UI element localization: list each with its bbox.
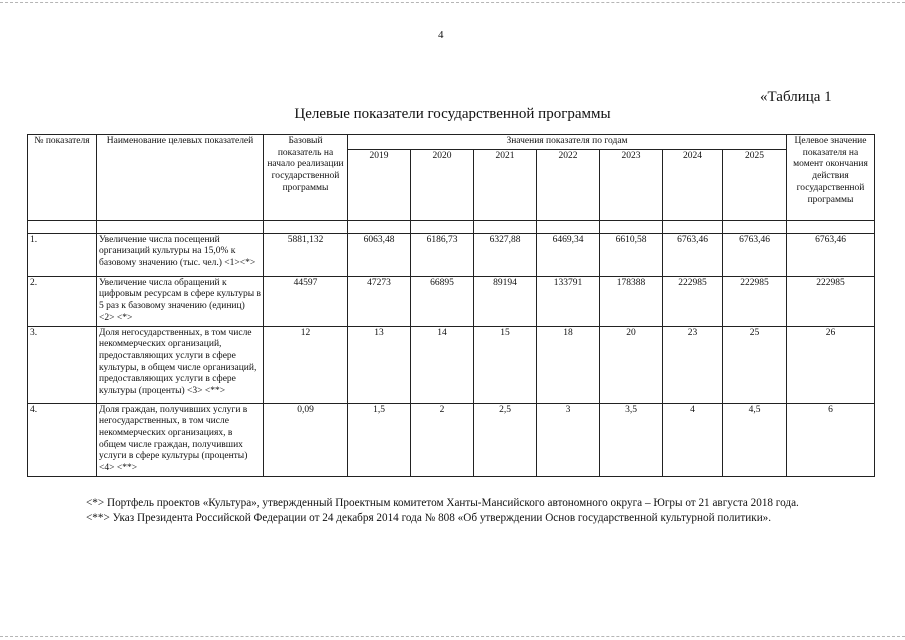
row-year-value: 13	[348, 326, 411, 403]
row-name: Увеличение числа обращений к цифровым ресурсам в сфере культуры в 5 раз к базовому значению (единиц) <2> <*>	[97, 276, 264, 326]
table-row	[28, 326, 875, 403]
row-base: 44597	[264, 276, 348, 326]
footnote: <**> Указ Президента Российской Федерации от 24 декабря 2014 года № 808 «Об утверждении Основ государственной культурной политики».	[86, 512, 772, 525]
row-year-value: 6763,46	[663, 233, 723, 276]
row-num: 4.	[28, 403, 97, 476]
header-year: 2024	[663, 149, 723, 220]
column-number	[97, 220, 264, 233]
header-base: Базовый показатель на начало реализации государственной программы	[264, 135, 348, 221]
row-year-value: 6327,88	[474, 233, 537, 276]
header-num: № показателя	[28, 135, 97, 221]
header-year: 2020	[411, 149, 474, 220]
header-year: 2021	[474, 149, 537, 220]
footnotes	[56, 496, 831, 527]
row-year-value: 3,5	[600, 403, 663, 476]
table-row	[28, 233, 875, 276]
row-year-value: 23	[663, 326, 723, 403]
header-year: 2025	[723, 149, 787, 220]
row-year-value: 6610,58	[600, 233, 663, 276]
row-name: Доля негосударственных, в том числе некоммерческих организаций, предоставляющих услуги в сфере культуры, в общем числе организаций, предоставляющих услуги в сфере культуры (проценты) <3> <**>	[97, 326, 264, 403]
row-year-value: 6469,34	[537, 233, 600, 276]
row-base: 0,09	[264, 403, 348, 476]
row-target: 6763,46	[787, 233, 875, 276]
row-base: 5881,132	[264, 233, 348, 276]
row-year-value: 18	[537, 326, 600, 403]
column-number	[600, 220, 663, 233]
column-number	[411, 220, 474, 233]
row-num: 3.	[28, 326, 97, 403]
row-year-value: 66895	[411, 276, 474, 326]
row-year-value: 1,5	[348, 403, 411, 476]
column-number	[723, 220, 787, 233]
page-number: 4	[438, 29, 444, 41]
row-year-value: 222985	[723, 276, 787, 326]
column-number	[537, 220, 600, 233]
row-year-value: 25	[723, 326, 787, 403]
row-year-value: 4	[663, 403, 723, 476]
indicators-table	[27, 134, 875, 477]
column-number	[264, 220, 348, 233]
table-row	[28, 403, 875, 476]
row-name: Доля граждан, получивших услуги в негосударственных, в том числе некоммерческих организациях, в общем числе граждан, получивших услуги в сфере культуры (проценты) <4> <**>	[97, 403, 264, 476]
row-target: 26	[787, 326, 875, 403]
row-year-value: 222985	[663, 276, 723, 326]
row-year-value: 47273	[348, 276, 411, 326]
column-number	[663, 220, 723, 233]
header-year: 2019	[348, 149, 411, 220]
row-year-value: 2,5	[474, 403, 537, 476]
row-year-value: 3	[537, 403, 600, 476]
column-numbers-row	[28, 220, 875, 233]
column-number	[787, 220, 875, 233]
table-label: «Таблица 1	[760, 89, 832, 105]
header-year: 2023	[600, 149, 663, 220]
header-row	[28, 135, 875, 150]
row-year-value: 20	[600, 326, 663, 403]
row-target: 222985	[787, 276, 875, 326]
row-year-value: 2	[411, 403, 474, 476]
column-number	[474, 220, 537, 233]
row-year-value: 6063,48	[348, 233, 411, 276]
row-base: 12	[264, 326, 348, 403]
table-row	[28, 276, 875, 326]
row-num: 1.	[28, 233, 97, 276]
column-number	[28, 220, 97, 233]
column-number	[348, 220, 411, 233]
header-target: Целевое значение показателя на момент окончания действия государственной программы	[787, 135, 875, 221]
row-target: 6	[787, 403, 875, 476]
row-year-value: 6763,46	[723, 233, 787, 276]
row-year-value: 89194	[474, 276, 537, 326]
row-year-value: 133791	[537, 276, 600, 326]
header-name: Наименование целевых показателей	[97, 135, 264, 221]
header-year: 2022	[537, 149, 600, 220]
scan-edge-top	[0, 2, 905, 3]
row-year-value: 15	[474, 326, 537, 403]
row-year-value: 178388	[600, 276, 663, 326]
footnote: <*> Портфель проектов «Культура», утвержденный Проектным комитетом Ханты-Мансийского автономного округа – Югры от 21 августа 2018 года.	[86, 497, 799, 509]
page-title: Целевые показатели государственной программы	[294, 106, 611, 122]
row-name: Увеличение числа посещений организаций культуры на 15,0% к базовому значению (тыс. чел.) <1><*>	[97, 233, 264, 276]
row-year-value: 4,5	[723, 403, 787, 476]
row-year-value: 6186,73	[411, 233, 474, 276]
row-num: 2.	[28, 276, 97, 326]
header-values-group: Значения показателя по годам	[348, 135, 787, 150]
row-year-value: 14	[411, 326, 474, 403]
scan-edge-bottom	[0, 636, 905, 637]
